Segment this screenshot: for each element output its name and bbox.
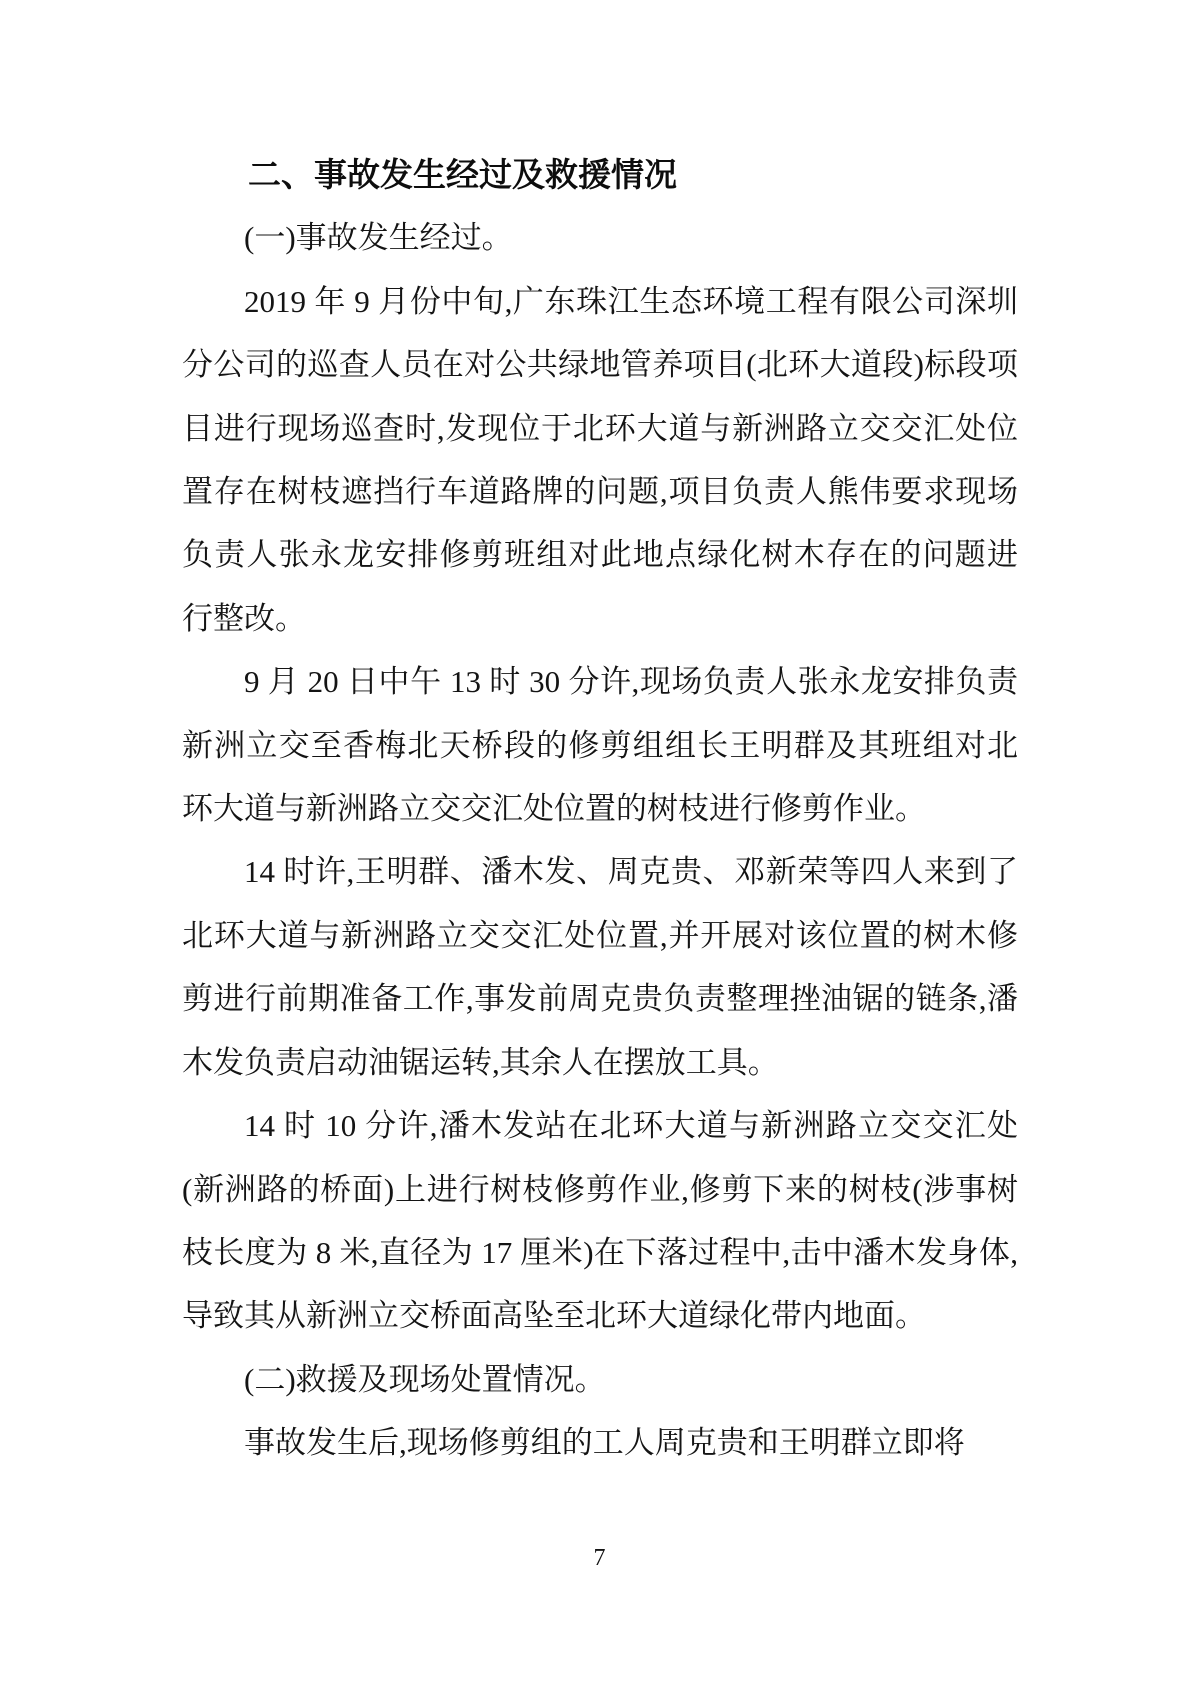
page-number: 7 xyxy=(593,1545,606,1571)
paragraph: 9 月 20 日中午 13 时 30 分许,现场负责人张永龙安排负责新洲立交至香梅北天桥段的修剪组组长王明群及其班组对北环大道与新洲路立交交汇处位置的树枝进行修剪作业。 xyxy=(182,664,1018,827)
paragraph: 事故发生后,现场修剪组的工人周克贵和王明群立即将 xyxy=(244,1425,965,1461)
paragraph: 14 时许,王明群、潘木发、周克贵、邓新荣等四人来到了北环大道与新洲路立交交汇处位置,并开展对该位置的树木修剪进行前期准备工作,事发前周克贵负责整理挫油锯的链条,潘木发负责启动油锯运转,其余人在摆放工具。 xyxy=(182,854,1018,1080)
section-heading: 二、事故发生经过及救援情况 xyxy=(248,156,677,193)
paragraph: 14 时 10 分许,潘木发站在北环大道与新洲路立交交汇处(新洲路的桥面)上进行树枝修剪作业,修剪下来的树枝(涉事树枝长度为 8 米,直径为 17 厘米)在下落过程中,击中潘木发身体,导致其从新洲立交桥面高坠至北环大道绿化带内地面。 xyxy=(182,1108,1018,1334)
paragraph: 2019 年 9 月份中旬,广东珠江生态环境工程有限公司深圳分公司的巡查人员在对公共绿地管养项目(北环大道段)标段项目进行现场巡查时,发现位于北环大道与新洲路立交交汇处位置存在树枝遮挡行车道路牌的问题,项目负责人熊伟要求现场负责人张永龙安排修剪班组对此地点绿化树木存在的问题进行整改。 xyxy=(182,283,1018,636)
subsection-heading-2: (二)救援及现场处置情况。 xyxy=(244,1361,606,1397)
subsection-heading-1: (一)事故发生经过。 xyxy=(244,220,513,256)
document-content xyxy=(182,143,1018,1475)
